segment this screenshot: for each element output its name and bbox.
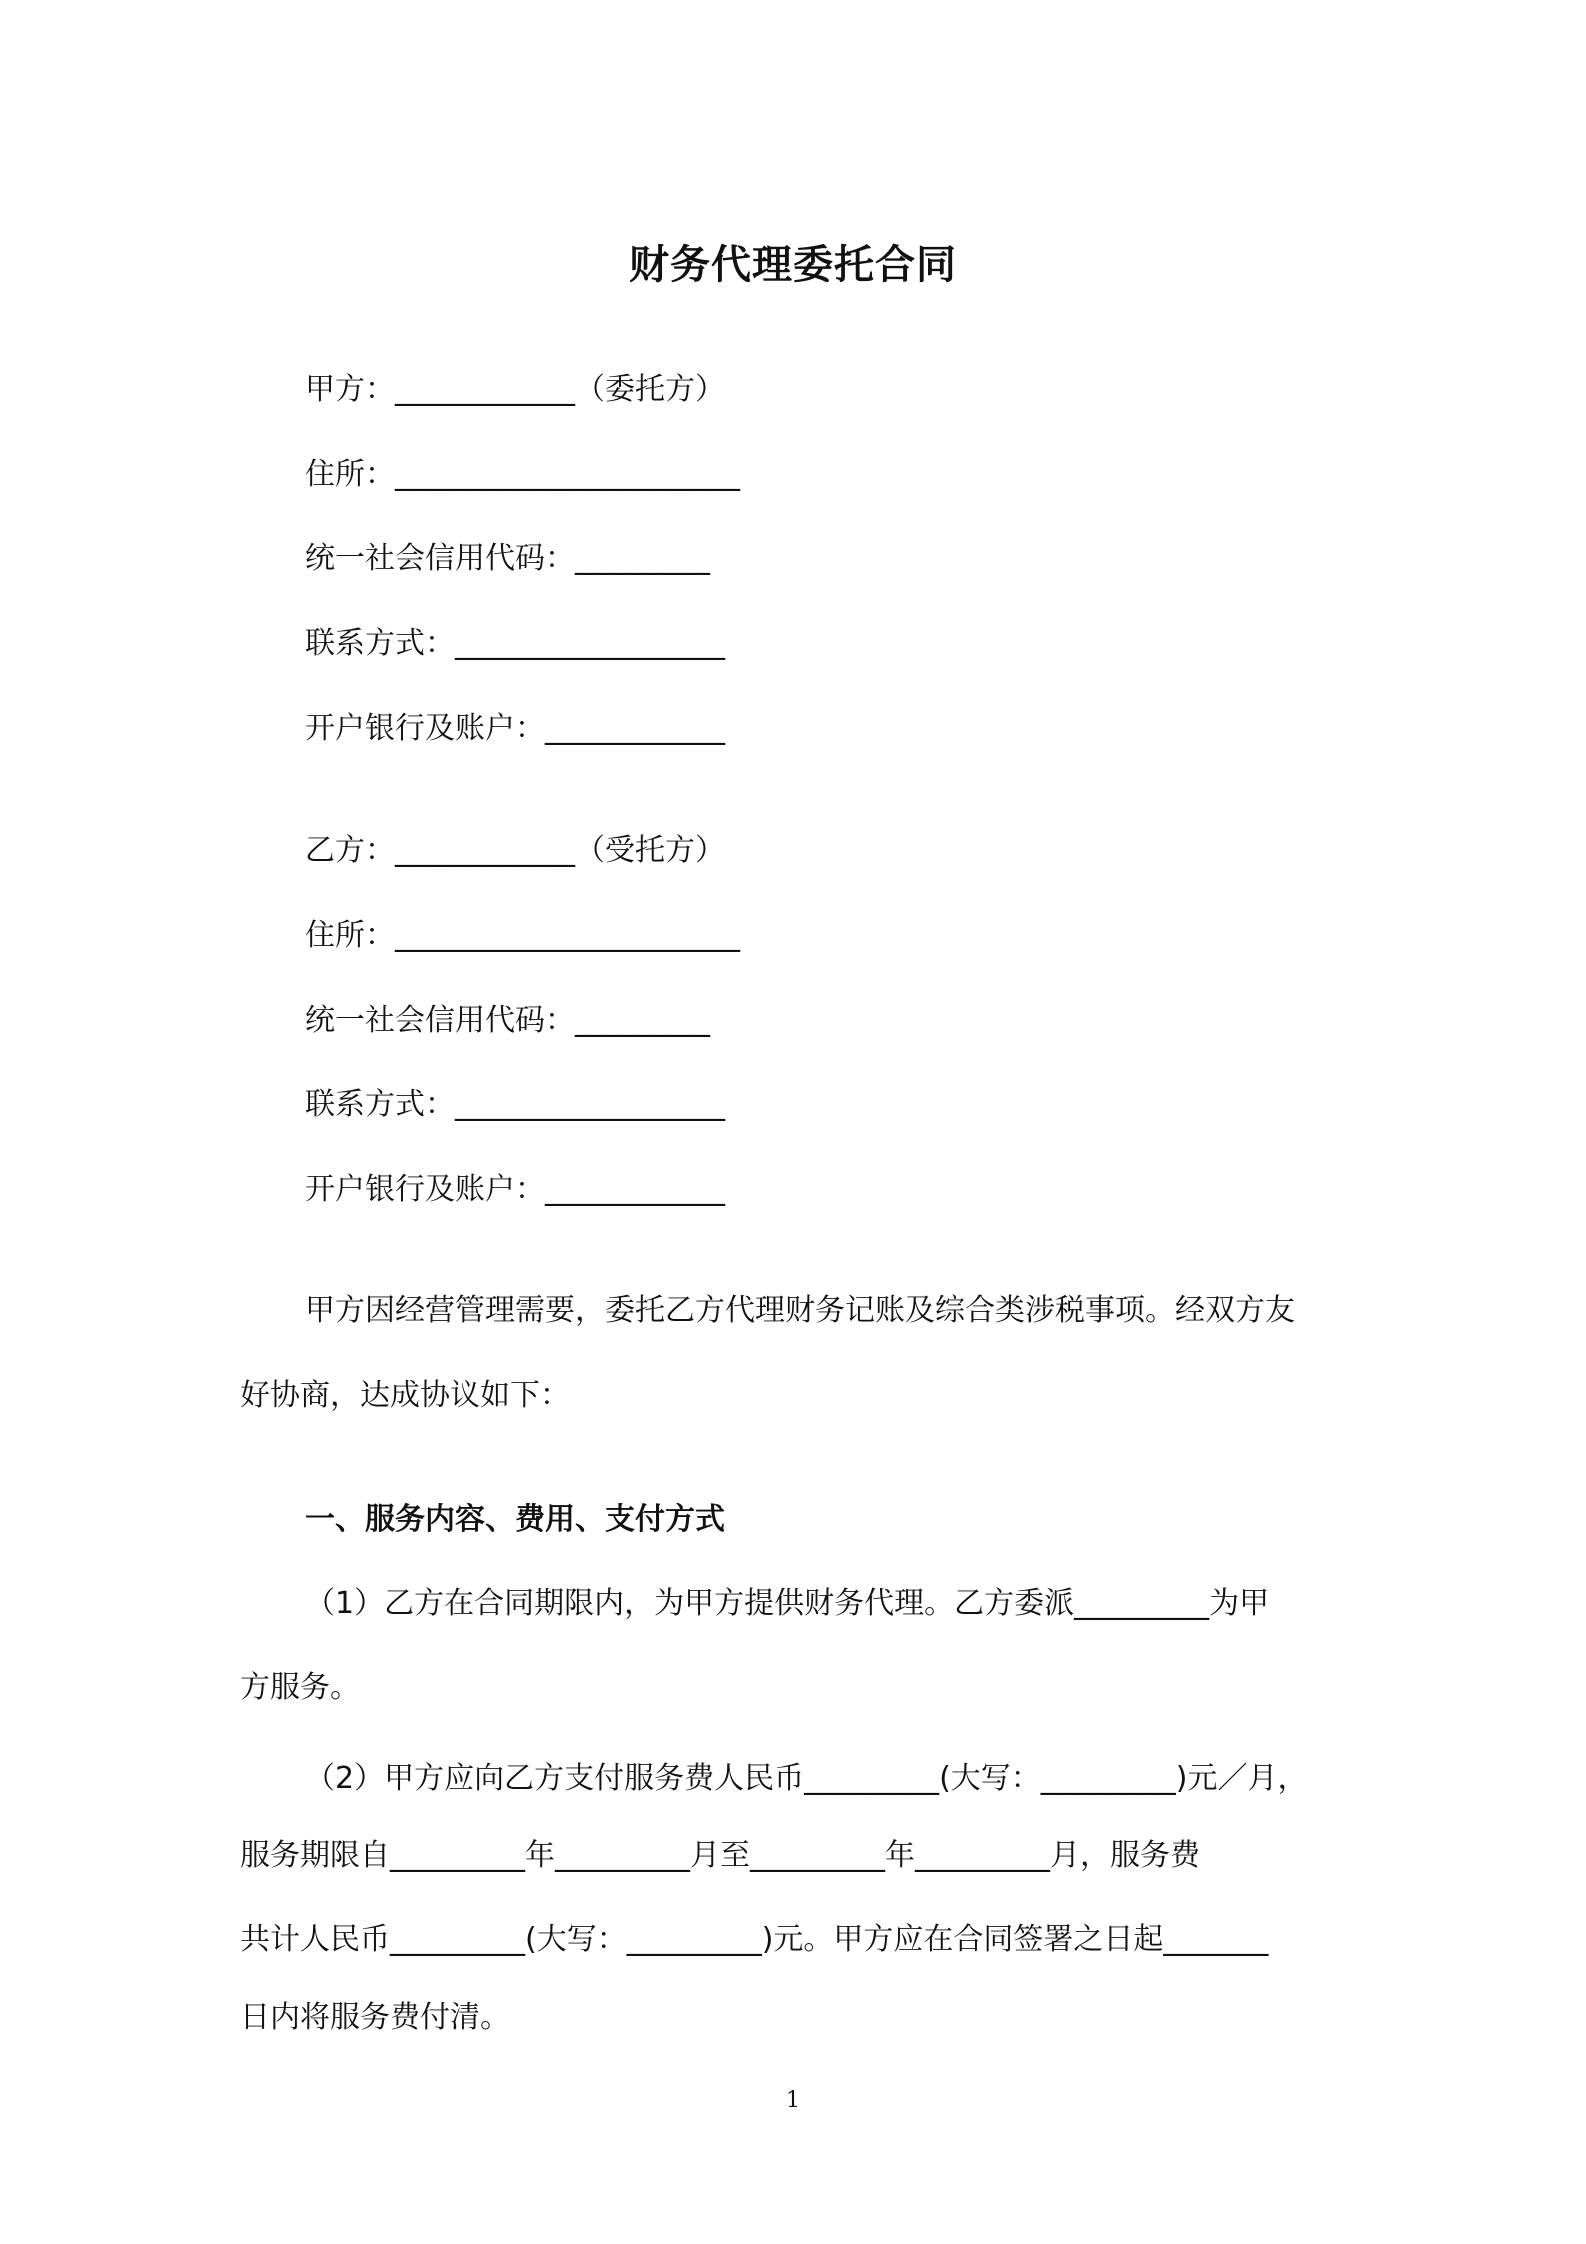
- party-b-contact-line: 联系方式：__________________: [305, 1087, 725, 1122]
- party-a-name-line: 甲方：____________（委托方）: [305, 372, 725, 407]
- party-b-bank-line: 开户银行及账户：____________: [305, 1172, 725, 1207]
- page-number: 1: [786, 2088, 800, 2113]
- intro-line-2: 好协商，达成协议如下：: [240, 1378, 570, 1413]
- party-a-credit-code-line: 统一社会信用代码：_________: [305, 541, 710, 576]
- item-2-line-2: 服务期限自_________年_________月至_________年_________月，服务费: [240, 1838, 1200, 1873]
- intro-line-1: 甲方因经营管理需要，委托乙方代理财务记账及综合类涉税事项。经双方友: [305, 1293, 1295, 1328]
- item-1-line-1: （1）乙方在合同期限内，为甲方提供财务代理。乙方委派_________为甲: [305, 1586, 1270, 1621]
- document-title: 财务代理委托合同: [629, 242, 957, 288]
- party-b-credit-code-line: 统一社会信用代码：_________: [305, 1003, 710, 1038]
- party-b-name-line: 乙方：____________（受托方）: [305, 833, 725, 868]
- party-b-address-line: 住所：_______________________: [305, 918, 740, 953]
- item-2-line-3: 共计人民币_________(大写：_________)元。甲方应在合同签署之日起_______: [240, 1922, 1269, 1957]
- item-2-line-1: （2）甲方应向乙方支付服务费人民币_________(大写：_________)元／月，: [305, 1761, 1308, 1796]
- party-a-contact-line: 联系方式：__________________: [305, 626, 725, 661]
- party-a-address-line: 住所：_______________________: [305, 457, 740, 492]
- item-2-line-4: 日内将服务费付清。: [240, 2000, 510, 2035]
- section-1-heading: 一、服务内容、费用、支付方式: [305, 1502, 725, 1537]
- party-a-bank-line: 开户银行及账户：____________: [305, 711, 725, 746]
- item-1-line-2: 方服务。: [240, 1670, 360, 1705]
